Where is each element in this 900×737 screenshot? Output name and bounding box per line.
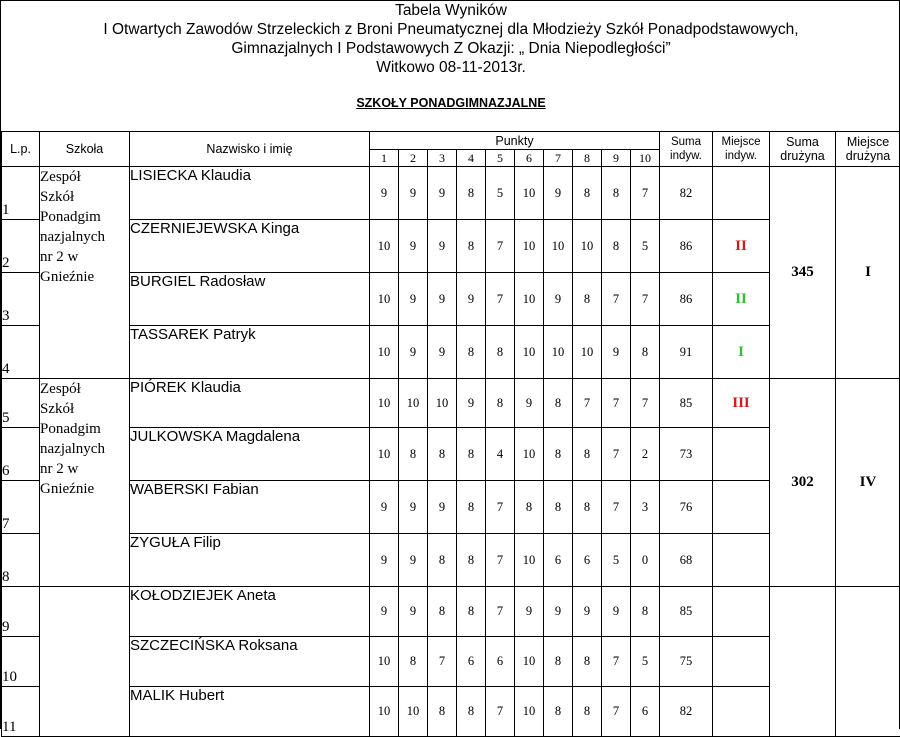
- shot-score: 10: [573, 220, 602, 273]
- individual-place: [713, 481, 770, 534]
- shot-score: 8: [457, 326, 486, 379]
- shot-score: 10: [515, 273, 544, 326]
- school-line: nr 2 w: [40, 459, 129, 479]
- shot-score: 9: [457, 379, 486, 428]
- individual-sum: 82: [660, 687, 713, 737]
- shot-score: 10: [370, 687, 399, 737]
- row-number: 11: [2, 687, 40, 737]
- shot-score: 8: [573, 428, 602, 481]
- shot-score: 9: [399, 220, 428, 273]
- col-shot-10: 10: [631, 150, 660, 167]
- shot-score: 5: [631, 220, 660, 273]
- col-name: Nazwisko i imię: [130, 132, 370, 167]
- shot-score: 9: [515, 379, 544, 428]
- shot-score: 8: [515, 481, 544, 534]
- row-number: 7: [2, 481, 40, 534]
- shot-score: 8: [573, 637, 602, 687]
- col-school: Szkoła: [40, 132, 130, 167]
- shot-score: 8: [544, 637, 573, 687]
- competitor-name: BURGIEL Radosław: [130, 273, 370, 326]
- table-row: [2, 587, 900, 637]
- team-school: [40, 379, 130, 587]
- shot-score: 9: [428, 220, 457, 273]
- team-place: [836, 587, 900, 737]
- col-shot-1: 1: [370, 150, 399, 167]
- table-body: [2, 167, 900, 737]
- shot-score: 8: [486, 379, 515, 428]
- school-line: nazjalnych: [40, 227, 129, 247]
- shot-score: 7: [486, 687, 515, 737]
- doc-place-date: Witkowo 08-11-2013r.: [1, 58, 900, 77]
- individual-place: [713, 687, 770, 737]
- row-number: 9: [2, 587, 40, 637]
- individual-place: I: [713, 326, 770, 379]
- row-number: 3: [2, 273, 40, 326]
- shot-score: 7: [573, 379, 602, 428]
- col-lp: L.p.: [2, 132, 40, 167]
- shot-score: 3: [631, 481, 660, 534]
- table-row: [2, 687, 900, 737]
- shot-score: 5: [486, 167, 515, 220]
- row-number: 10: [2, 637, 40, 687]
- shot-score: 9: [399, 326, 428, 379]
- shot-score: 10: [515, 326, 544, 379]
- table-row: [2, 481, 900, 534]
- individual-sum: 75: [660, 637, 713, 687]
- shot-score: 6: [457, 637, 486, 687]
- shot-score: 6: [544, 534, 573, 587]
- shot-score: 9: [544, 587, 573, 637]
- competitor-name: SZCZECIŃSKA Roksana: [130, 637, 370, 687]
- individual-sum: 73: [660, 428, 713, 481]
- shot-score: 8: [573, 481, 602, 534]
- team-sum: [770, 587, 836, 737]
- row-number: 8: [2, 534, 40, 587]
- shot-score: 9: [544, 167, 573, 220]
- shot-score: 8: [457, 167, 486, 220]
- competitor-name: PIÓREK Klaudia: [130, 379, 370, 428]
- shot-score: 9: [428, 326, 457, 379]
- team-place: I: [836, 167, 900, 379]
- shot-score: 8: [602, 167, 631, 220]
- shot-score: 8: [457, 428, 486, 481]
- competitor-name: CZERNIEJEWSKA Kinga: [130, 220, 370, 273]
- shot-score: 9: [428, 273, 457, 326]
- table-row: [2, 326, 900, 379]
- col-shot-6: 6: [515, 150, 544, 167]
- team-school: [40, 587, 130, 737]
- row-number: 1: [2, 167, 40, 220]
- shot-score: 10: [515, 637, 544, 687]
- table-header: [2, 132, 900, 167]
- shot-score: 8: [428, 687, 457, 737]
- shot-score: 7: [602, 273, 631, 326]
- school-line: Zespół: [40, 379, 129, 399]
- shot-score: 9: [399, 587, 428, 637]
- school-line: Gnieźnie: [40, 479, 129, 499]
- shot-score: 9: [544, 273, 573, 326]
- col-sum-ind: Suma indyw.: [660, 132, 713, 167]
- table-row: [2, 534, 900, 587]
- shot-score: 7: [486, 273, 515, 326]
- shot-score: 9: [515, 587, 544, 637]
- section-title: SZKOŁY PONADGIMNAZJALNE: [1, 96, 900, 110]
- shot-score: 9: [602, 326, 631, 379]
- shot-score: 6: [573, 534, 602, 587]
- shot-score: 8: [573, 167, 602, 220]
- col-sum-team: Suma drużyna: [770, 132, 836, 167]
- doc-title: Tabela Wyników: [1, 1, 900, 20]
- shot-score: 8: [428, 428, 457, 481]
- competitor-name: TASSAREK Patryk: [130, 326, 370, 379]
- shot-score: 5: [602, 534, 631, 587]
- shot-score: 9: [399, 481, 428, 534]
- team-sum: 345: [770, 167, 836, 379]
- shot-score: 7: [602, 379, 631, 428]
- shot-score: 9: [370, 587, 399, 637]
- competitor-name: LISIECKA Klaudia: [130, 167, 370, 220]
- shot-score: 8: [399, 637, 428, 687]
- shot-score: 8: [457, 481, 486, 534]
- individual-place: [713, 587, 770, 637]
- row-number: 2: [2, 220, 40, 273]
- results-table: [1, 131, 900, 737]
- row-number: 6: [2, 428, 40, 481]
- shot-score: 10: [428, 379, 457, 428]
- shot-score: 6: [486, 637, 515, 687]
- doc-subtitle-2: Gimnazjalnych I Podstawowych Z Okazji: „ Dnia Niepodległości”: [1, 39, 900, 58]
- shot-score: 8: [544, 379, 573, 428]
- shot-score: 7: [486, 220, 515, 273]
- shot-score: 9: [370, 534, 399, 587]
- col-points: Punkty: [370, 132, 660, 150]
- shot-score: 10: [370, 379, 399, 428]
- table-row: [2, 637, 900, 687]
- shot-score: 7: [631, 379, 660, 428]
- shot-score: 8: [544, 428, 573, 481]
- shot-score: 8: [486, 326, 515, 379]
- shot-score: 6: [631, 687, 660, 737]
- col-place-ind: Miejsce indyw.: [713, 132, 770, 167]
- school-line: Zespół: [40, 167, 129, 187]
- individual-place: [713, 167, 770, 220]
- school-line: Gnieźnie: [40, 267, 129, 287]
- individual-sum: 82: [660, 167, 713, 220]
- table-row: [2, 379, 900, 428]
- shot-score: 9: [370, 481, 399, 534]
- shot-score: 10: [370, 220, 399, 273]
- shot-score: 8: [544, 481, 573, 534]
- shot-score: 7: [602, 687, 631, 737]
- shot-score: 7: [631, 273, 660, 326]
- individual-sum: 91: [660, 326, 713, 379]
- shot-score: 9: [428, 481, 457, 534]
- shot-score: 10: [399, 687, 428, 737]
- shot-score: 8: [457, 220, 486, 273]
- shot-score: 4: [486, 428, 515, 481]
- shot-score: 10: [515, 428, 544, 481]
- individual-place: [713, 534, 770, 587]
- shot-score: 10: [515, 167, 544, 220]
- shot-score: 10: [370, 273, 399, 326]
- shot-score: 8: [573, 687, 602, 737]
- competitor-name: KOŁODZIEJEK Aneta: [130, 587, 370, 637]
- row-number: 5: [2, 379, 40, 428]
- shot-score: 7: [486, 481, 515, 534]
- shot-score: 0: [631, 534, 660, 587]
- shot-score: 10: [370, 428, 399, 481]
- shot-score: 7: [602, 428, 631, 481]
- shot-score: 10: [515, 687, 544, 737]
- table-row: [2, 167, 900, 220]
- shot-score: 8: [457, 534, 486, 587]
- team-school: [40, 167, 130, 379]
- table-row: [2, 428, 900, 481]
- col-shot-9: 9: [602, 150, 631, 167]
- individual-place: II: [713, 220, 770, 273]
- col-shot-3: 3: [428, 150, 457, 167]
- shot-score: 8: [457, 587, 486, 637]
- col-shot-5: 5: [486, 150, 515, 167]
- individual-place: III: [713, 379, 770, 428]
- shot-score: 10: [515, 220, 544, 273]
- shot-score: 8: [544, 687, 573, 737]
- individual-sum: 76: [660, 481, 713, 534]
- team-sum: 302: [770, 379, 836, 587]
- shot-score: 7: [486, 587, 515, 637]
- col-place-team: Miejsce drużyna: [836, 132, 900, 167]
- shot-score: 7: [486, 534, 515, 587]
- individual-sum: 85: [660, 379, 713, 428]
- col-shot-4: 4: [457, 150, 486, 167]
- shot-score: 9: [370, 167, 399, 220]
- table-row: [2, 220, 900, 273]
- school-line: Szkół: [40, 399, 129, 419]
- shot-score: 9: [399, 167, 428, 220]
- col-shot-8: 8: [573, 150, 602, 167]
- shot-score: 10: [370, 326, 399, 379]
- shot-score: 10: [573, 326, 602, 379]
- col-shot-7: 7: [544, 150, 573, 167]
- document-header: [1, 1, 900, 77]
- shot-score: 10: [399, 379, 428, 428]
- shot-score: 7: [602, 637, 631, 687]
- competitor-name: JULKOWSKA Magdalena: [130, 428, 370, 481]
- shot-score: 8: [631, 326, 660, 379]
- table-row: [2, 273, 900, 326]
- school-line: Ponadgim: [40, 207, 129, 227]
- shot-score: 8: [573, 273, 602, 326]
- competitor-name: ZYGUŁA Filip: [130, 534, 370, 587]
- shot-score: 9: [399, 273, 428, 326]
- individual-sum: 86: [660, 273, 713, 326]
- individual-place: [713, 637, 770, 687]
- school-line: nr 2 w: [40, 247, 129, 267]
- shot-score: 9: [399, 534, 428, 587]
- shot-score: 8: [457, 687, 486, 737]
- individual-sum: 85: [660, 587, 713, 637]
- row-number: 4: [2, 326, 40, 379]
- shot-score: 10: [544, 326, 573, 379]
- individual-place: II: [713, 273, 770, 326]
- competitor-name: WABERSKI Fabian: [130, 481, 370, 534]
- school-line: nazjalnych: [40, 439, 129, 459]
- shot-score: 9: [428, 167, 457, 220]
- shot-score: 9: [457, 273, 486, 326]
- school-line: Szkół: [40, 187, 129, 207]
- shot-score: 7: [631, 167, 660, 220]
- individual-sum: 86: [660, 220, 713, 273]
- shot-score: 8: [399, 428, 428, 481]
- individual-sum: 68: [660, 534, 713, 587]
- shot-score: 8: [428, 587, 457, 637]
- shot-score: 7: [602, 481, 631, 534]
- individual-place: [713, 428, 770, 481]
- competitor-name: MALIK Hubert: [130, 687, 370, 737]
- shot-score: 8: [428, 534, 457, 587]
- shot-score: 10: [544, 220, 573, 273]
- shot-score: 9: [602, 587, 631, 637]
- doc-subtitle-1: I Otwartych Zawodów Strzeleckich z Broni Pneumatycznej dla Młodzieży Szkół Ponadpodstawowych,: [1, 20, 900, 39]
- col-shot-2: 2: [399, 150, 428, 167]
- shot-score: 9: [573, 587, 602, 637]
- shot-score: 10: [370, 637, 399, 687]
- shot-score: 7: [428, 637, 457, 687]
- team-place: IV: [836, 379, 900, 587]
- shot-score: 8: [631, 587, 660, 637]
- shot-score: 2: [631, 428, 660, 481]
- shot-score: 10: [515, 534, 544, 587]
- shot-score: 5: [631, 637, 660, 687]
- shot-score: 8: [602, 220, 631, 273]
- school-line: Ponadgim: [40, 419, 129, 439]
